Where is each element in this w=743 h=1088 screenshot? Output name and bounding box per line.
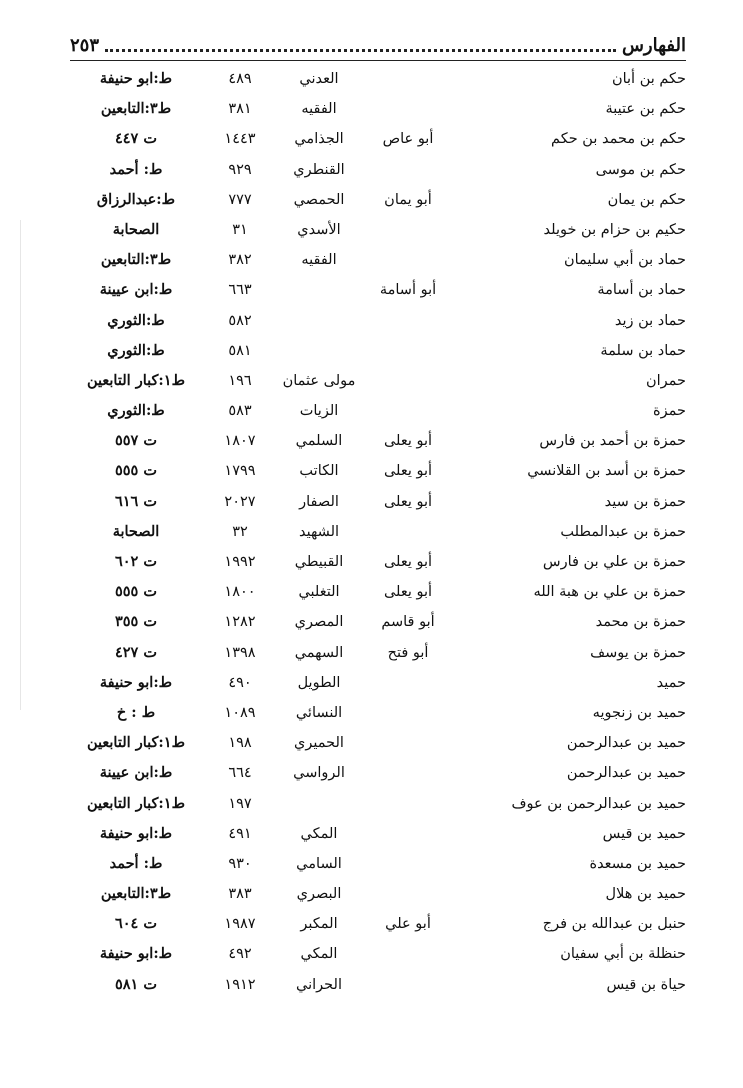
tabaqa-or-death: الصحابة bbox=[112, 220, 160, 238]
entry-number: ٣٨٣ bbox=[228, 886, 252, 903]
tabaqa-or-death: ط٣:التابعين bbox=[100, 100, 172, 118]
tabaqa-or-death: ط:ابو حنيفة bbox=[99, 70, 173, 87]
narrator-name: حماد بن أسامة bbox=[597, 282, 686, 299]
entry-number: ٩٢٩ bbox=[228, 161, 252, 178]
nisba: المصري bbox=[294, 614, 344, 631]
kunya: أبو يمان bbox=[384, 191, 432, 208]
nisba: المكي bbox=[300, 946, 338, 963]
tabaqa-or-death: الصحابة bbox=[112, 522, 160, 540]
tabaqa-or-death: ت ٤٢٧ bbox=[114, 643, 158, 661]
index-row bbox=[70, 396, 686, 426]
index-row bbox=[70, 275, 686, 305]
index-row bbox=[70, 64, 686, 94]
index-row bbox=[70, 849, 686, 879]
tabaqa-or-death: ط:ابو حنيفة bbox=[99, 945, 173, 963]
tabaqa-or-death: ط٣:التابعين bbox=[100, 251, 172, 269]
index-row bbox=[70, 487, 686, 517]
index-row bbox=[70, 336, 686, 366]
tabaqa-or-death: ط:الثوري bbox=[107, 311, 165, 329]
index-row bbox=[70, 638, 686, 668]
nisba: الشهيد bbox=[298, 523, 340, 540]
nisba: الجذامي bbox=[294, 131, 344, 148]
entry-number: ٦٦٤ bbox=[228, 765, 252, 782]
tabaqa-or-death: ط١:كبار التابعين bbox=[86, 794, 185, 812]
entry-number: ٦٦٣ bbox=[228, 282, 252, 299]
index-row bbox=[70, 758, 686, 788]
entry-number: ٣٢ bbox=[232, 523, 248, 540]
tabaqa-or-death: ت ٥٨١ bbox=[114, 975, 158, 993]
tabaqa-or-death: ط٣:التابعين bbox=[100, 885, 172, 903]
narrator-name: حمزة bbox=[653, 403, 686, 420]
tabaqa-or-death: ط:ابو حنيفة bbox=[99, 824, 173, 842]
narrator-name: حمزة بن محمد bbox=[595, 614, 686, 631]
nisba: البصري bbox=[296, 886, 342, 903]
nisba: الحميري bbox=[294, 735, 344, 752]
entry-number: ١٢٨٢ bbox=[224, 614, 256, 631]
index-row bbox=[70, 909, 686, 939]
narrator-name: حمزة بن علي بن فارس bbox=[542, 554, 686, 570]
narrator-name: حماد بن أبي سليمان bbox=[563, 252, 686, 269]
entry-number: ١٨٠٧ bbox=[224, 433, 256, 450]
narrator-name: حمزة بن سيد bbox=[604, 493, 686, 510]
tabaqa-or-death: ط١:كبار التابعين bbox=[86, 734, 185, 752]
kunya: أبو قاسم bbox=[381, 614, 435, 631]
narrator-name: حكم بن يمان bbox=[607, 191, 686, 208]
nisba: الحراني bbox=[296, 976, 342, 993]
entry-number: ١٩٦ bbox=[228, 372, 252, 389]
entry-number: ١٣٩٨ bbox=[224, 644, 256, 661]
index-row bbox=[70, 939, 686, 969]
index-row bbox=[70, 879, 686, 909]
nisba: الفقيه bbox=[301, 101, 337, 118]
entry-number: ٩٣٠ bbox=[228, 855, 252, 872]
entry-number: ٣٨١ bbox=[228, 101, 252, 118]
index-row bbox=[70, 215, 686, 245]
index-row bbox=[70, 94, 686, 124]
entry-number: ١٩١٢ bbox=[224, 976, 256, 993]
entry-number: ٥٨٢ bbox=[228, 312, 252, 329]
index-row bbox=[70, 547, 686, 577]
entry-number: ٣٨٢ bbox=[228, 252, 252, 269]
nisba: القبيطي bbox=[294, 554, 344, 570]
tabaqa-or-death: ت ٥٥٧ bbox=[114, 432, 158, 450]
tabaqa-or-death: ط:ابو حنيفة bbox=[99, 673, 173, 691]
nisba: الأسدي bbox=[297, 221, 341, 238]
entry-number: ١٤٤٣ bbox=[224, 131, 256, 148]
narrator-name: حميد بن عبدالرحمن bbox=[566, 735, 686, 752]
nisba: السهمي bbox=[294, 644, 344, 661]
narrator-name: حميد bbox=[656, 674, 686, 691]
index-row bbox=[70, 155, 686, 185]
narrator-name: حمزة بن علي بن هبة الله bbox=[533, 584, 686, 601]
narrator-name: حكم بن عتيبة bbox=[605, 101, 686, 118]
narrator-name: حميد بن زنجويه bbox=[592, 704, 686, 721]
tabaqa-or-death: ط: أحمد bbox=[109, 160, 163, 178]
scan-margin-line bbox=[20, 220, 21, 710]
nisba: الطويل bbox=[297, 674, 341, 691]
nisba: النسائي bbox=[295, 704, 343, 721]
narrator-name: حياة بن قيس bbox=[606, 976, 686, 993]
index-row bbox=[70, 607, 686, 637]
tabaqa-or-death: ط:ابن عيينة bbox=[99, 764, 173, 782]
nisba: المكبر bbox=[300, 916, 338, 933]
page-number: ٢٥٣ bbox=[70, 34, 100, 56]
tabaqa-or-death: ط:ابن عيينة bbox=[99, 281, 173, 299]
index-row bbox=[70, 306, 686, 336]
narrator-name: حمران bbox=[645, 372, 686, 389]
tabaqa-or-death: ت ٦١٦ bbox=[114, 492, 158, 510]
entry-number: ١٩٩٢ bbox=[224, 554, 256, 570]
nisba: الصفار bbox=[299, 493, 339, 510]
narrator-name: حنبل بن عبدالله بن فرج bbox=[542, 916, 686, 933]
narrator-name: حميد بن عبدالرحمن بن عوف bbox=[511, 795, 686, 812]
index-row bbox=[70, 698, 686, 728]
index-row bbox=[70, 426, 686, 456]
entry-number: ٣١ bbox=[232, 221, 248, 238]
narrator-name: حماد بن زيد bbox=[614, 312, 686, 329]
narrator-name: حميد بن عبدالرحمن bbox=[566, 765, 686, 782]
nisba: الفقيه bbox=[301, 252, 337, 269]
entry-number: ٤٩١ bbox=[228, 825, 252, 842]
tabaqa-or-death: ت ٦٠٤ bbox=[114, 915, 158, 933]
kunya: أبو عاص bbox=[382, 131, 434, 148]
entry-number: ١٩٨٧ bbox=[224, 916, 256, 933]
tabaqa-or-death: ط:الثوري bbox=[107, 402, 165, 420]
kunya: أبو علي bbox=[385, 916, 431, 933]
kunya: أبو يعلى bbox=[383, 493, 433, 510]
index-list bbox=[70, 64, 686, 1000]
tabaqa-or-death: ط١:كبار التابعين bbox=[86, 371, 185, 389]
tabaqa-or-death: ت ٥٥٥ bbox=[114, 583, 158, 601]
narrator-name: حنظلة بن أبي سفيان bbox=[560, 946, 686, 963]
kunya: أبو يعلى bbox=[383, 584, 433, 601]
kunya: أبو يعلى bbox=[383, 554, 433, 570]
entry-number: ١٩٧ bbox=[228, 795, 252, 812]
tabaqa-or-death: ت ٥٥٥ bbox=[114, 462, 158, 480]
entry-number: ١٧٩٩ bbox=[224, 463, 256, 480]
narrator-name: حمزة بن يوسف bbox=[590, 644, 686, 661]
narrator-name: حكيم بن حزام بن خويلد bbox=[543, 221, 686, 238]
kunya: أبو يعلى bbox=[383, 433, 433, 450]
narrator-name: حمزة بن أسد بن القلانسي bbox=[527, 463, 686, 480]
index-row bbox=[70, 819, 686, 849]
entry-number: ١٩٨ bbox=[228, 735, 252, 752]
tabaqa-or-death: ط:الثوري bbox=[107, 341, 165, 359]
index-row bbox=[70, 245, 686, 275]
index-row bbox=[70, 970, 686, 1000]
entry-number: ٤٨٩ bbox=[228, 71, 252, 87]
entry-number: ٧٧٧ bbox=[228, 191, 252, 208]
entry-number: ٤٩٠ bbox=[228, 674, 252, 691]
narrator-name: حميد بن قيس bbox=[602, 825, 686, 842]
dotted-leader bbox=[105, 49, 616, 52]
index-row bbox=[70, 789, 686, 819]
page-title: الفهارس bbox=[621, 34, 686, 56]
nisba: الحمصي bbox=[293, 191, 345, 208]
nisba: مولى عثمان bbox=[282, 372, 356, 389]
nisba: الرواسي bbox=[293, 765, 345, 782]
narrator-name: حميد بن هلال bbox=[605, 886, 686, 903]
tabaqa-or-death: ت ٦٠٢ bbox=[114, 553, 158, 570]
tabaqa-or-death: ت ٣٥٥ bbox=[114, 613, 158, 631]
entry-number: ١٠٨٩ bbox=[224, 704, 256, 721]
entry-number: ٤٩٢ bbox=[228, 946, 252, 963]
nisba: العدني bbox=[299, 71, 339, 87]
nisba: المكي bbox=[300, 825, 338, 842]
index-row bbox=[70, 124, 686, 154]
tabaqa-or-death: ت ٤٤٧ bbox=[114, 130, 158, 148]
kunya: أبو أسامة bbox=[379, 282, 437, 299]
nisba: السامي bbox=[296, 855, 342, 872]
nisba: الزيات bbox=[299, 403, 339, 420]
entry-number: ١٨٠٠ bbox=[224, 584, 256, 601]
kunya: أبو فتح bbox=[387, 644, 429, 661]
kunya: أبو يعلى bbox=[383, 463, 433, 480]
index-row bbox=[70, 456, 686, 486]
nisba: السلمي bbox=[295, 433, 343, 450]
narrator-name: حكم بن أبان bbox=[611, 71, 686, 87]
index-row bbox=[70, 668, 686, 698]
nisba: التغلبي bbox=[298, 584, 340, 601]
narrator-name: حماد بن سلمة bbox=[600, 342, 686, 359]
narrator-name: حمزة بن عبدالمطلب bbox=[560, 523, 686, 540]
tabaqa-or-death: ط:عبدالرزاق bbox=[96, 190, 176, 208]
index-row bbox=[70, 366, 686, 396]
entry-number: ٥٨١ bbox=[228, 342, 252, 359]
tabaqa-or-death: ط: أحمد bbox=[109, 854, 163, 872]
index-row bbox=[70, 185, 686, 215]
narrator-name: حميد بن مسعدة bbox=[589, 855, 686, 872]
nisba: الكاتب bbox=[299, 463, 339, 480]
index-row bbox=[70, 577, 686, 607]
index-row bbox=[70, 517, 686, 547]
narrator-name: حكم بن محمد بن حكم bbox=[551, 131, 686, 148]
page-header bbox=[70, 30, 686, 61]
narrator-name: حكم بن موسى bbox=[595, 161, 686, 178]
tabaqa-or-death: ط : خ bbox=[116, 703, 156, 721]
entry-number: ٥٨٣ bbox=[228, 403, 252, 420]
nisba: القنطري bbox=[293, 161, 345, 178]
entry-number: ٢٠٢٧ bbox=[224, 493, 256, 510]
narrator-name: حمزة بن أحمد بن فارس bbox=[539, 433, 686, 450]
index-row bbox=[70, 728, 686, 758]
